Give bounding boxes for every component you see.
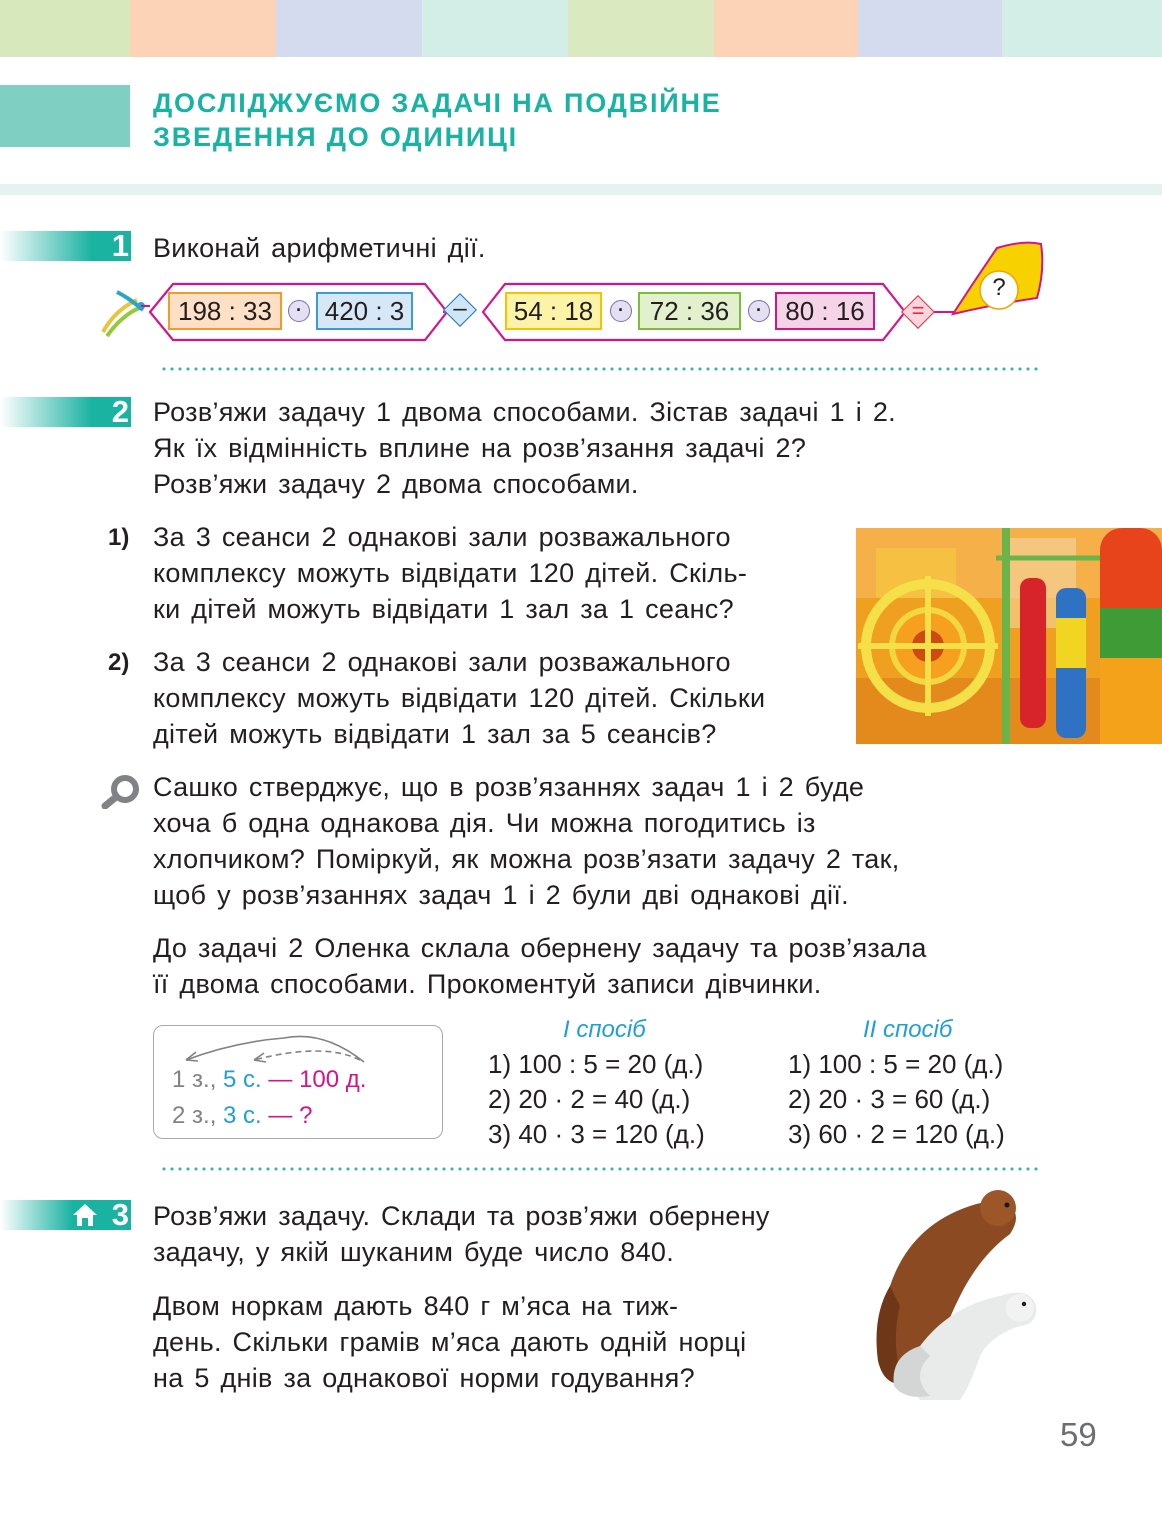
color-strip [858,0,1002,57]
task3-line: задачу, у якій шуканим буде число 840. [153,1237,675,1267]
task-number: 2 [111,394,129,429]
op-circle [748,300,770,322]
investigate-line: хоча б одна однакова дія. Чи можна погодитись із [153,808,816,838]
title-accent-block [0,85,130,147]
investigate-text [153,769,900,913]
scheme-arrows [174,1030,374,1066]
problem-2-text [153,644,765,752]
color-strip [130,0,276,57]
color-strip [276,0,422,57]
problem-line: За 3 сеанси 2 однакові зали розважального [153,522,731,552]
method-step: 2) 20 · 2 = 40 (д.) [488,1084,691,1114]
chain-expr: 198 : 33 [178,296,272,326]
chain-expr: 80 : 16 [785,296,865,326]
task-number: 3 [111,1197,129,1232]
chain-box-3 [505,292,602,330]
problem-1-text [153,519,747,627]
scheme-cell: 5 с. [223,1066,262,1093]
task3-line: Двом норкам дають 840 г м’яса на тиж- [153,1291,679,1321]
method-step: 2) 20 · 3 = 60 (д.) [788,1084,991,1114]
method-step: 3) 60 · 2 = 120 (д.) [788,1119,1005,1149]
chain-box-2 [316,292,413,330]
investigate-line: хлопчиком? Поміркуй, як можна розв’язати задачу 2 так, [153,844,900,874]
chain-box-5 [775,292,875,330]
chain-box-4 [638,292,741,330]
color-strip [714,0,858,57]
title-line: ЗВЕДЕННЯ ДО ОДИНИЦІ [153,122,518,152]
problem-line: ки дітей можуть відвідати 1 зал за 1 сеанс? [153,594,734,624]
problem-line: комплексу можуть відвідати 120 дітей. Скіль- [153,558,748,588]
olenka-line: її двома способами. Прокоментуй записи дівчинки. [153,969,822,999]
scheme-box [153,1025,443,1139]
scheme-cell: 100 д. [299,1066,367,1093]
method-step: 1) 100 : 5 = 20 (д.) [488,1049,704,1079]
problem-label: 2) [108,649,130,676]
problem-label: 1) [108,524,130,551]
dotted-divider [160,1167,1040,1171]
olenka-line: До задачі 2 Оленка склала обернену задачу та розв’язала [153,933,927,963]
op-symbol: · [618,300,624,320]
chain-expr: 54 : 18 [513,296,594,326]
op-diamond-equals [901,295,935,329]
op-circle [288,300,310,322]
task1-line: Виконай арифметичні дії. [153,233,486,263]
task3-line: Розв’яжи задачу. Склади та розв’яжи обернену [153,1201,770,1231]
scheme-cell: 2 з., [172,1102,217,1129]
dotted-divider [160,367,1040,371]
olenka-text [153,930,927,1002]
color-strip [568,0,714,57]
magnifier-icon [101,775,141,809]
op-circle [610,300,632,322]
title-divider [0,184,1162,195]
problem-line: комплексу можуть відвідати 120 дітей. Скільки [153,683,766,713]
scheme-cell: 1 з., [172,1066,217,1093]
method-title: ІІ спосіб [863,1016,953,1043]
chain-expr: 420 : 3 [324,296,405,326]
page-number: 59 [1060,1416,1097,1453]
task3-problem [153,1288,746,1396]
task3-line: день. Скільки грамів м’яса дають одній норці [153,1327,747,1357]
method-1 [488,1012,705,1152]
title-line: ДОСЛІДЖУЄМО ЗАДАЧІ НА ПОДВІЙНЕ [153,88,722,118]
problem-line: За 3 сеанси 2 однакові зали розважального [153,647,731,677]
task-number-tab [0,394,131,429]
chain-result: ? [992,274,1006,301]
task2-intro [153,394,896,502]
scheme-cell: 3 с. [223,1102,262,1129]
method-step: 3) 40 · 3 = 120 (д.) [488,1119,705,1149]
scheme-cell: — [268,1102,293,1129]
task2-line: Як їх відмінність вплине на розв’язання задачі 2? [153,433,807,463]
scheme-cell: ? [299,1102,313,1129]
method-step: 1) 100 : 5 = 20 (д.) [788,1049,1004,1079]
scheme-row [172,1098,366,1134]
task2-line: Розв’яжи задачу 2 двома способами. [153,469,639,499]
op-symbol: · [296,300,302,320]
color-strip [1002,0,1162,57]
task2-line: Розв’яжи задачу 1 двома способами. Зістав задачі 1 і 2. [153,397,896,427]
color-strip [0,0,130,57]
op-symbol: – [453,295,467,322]
task-number: 1 [111,228,129,263]
op-symbol: = [911,298,925,323]
investigate-line: щоб у розв’язаннях задач 1 і 2 були дві однакові дії. [153,880,849,910]
color-strip [422,0,568,57]
bow-icon [103,292,145,336]
task3-line: на 5 днів за однакової норми годування? [153,1363,695,1393]
problem-line: дітей можуть відвідати 1 зал за 5 сеансів? [153,719,717,749]
scheme-rows [172,1062,366,1134]
op-symbol: · [756,300,762,320]
investigate-line: Сашко стверджує, що в розв’язаннях задач 1 і 2 буде [153,772,865,802]
chain-expr: 72 : 36 [649,296,730,326]
chain-box-1 [168,292,282,330]
page-title [153,86,722,154]
minks-illustration [860,1186,1040,1400]
method-title: І спосіб [563,1016,646,1043]
task-number-tab [0,1197,131,1232]
task3-intro [153,1198,770,1270]
method-2 [788,1012,1005,1152]
scheme-cell: — [268,1066,293,1093]
op-diamond-minus [443,293,477,327]
home-icon [72,1203,98,1227]
playground-photo [856,528,1162,744]
scheme-row [172,1062,366,1098]
